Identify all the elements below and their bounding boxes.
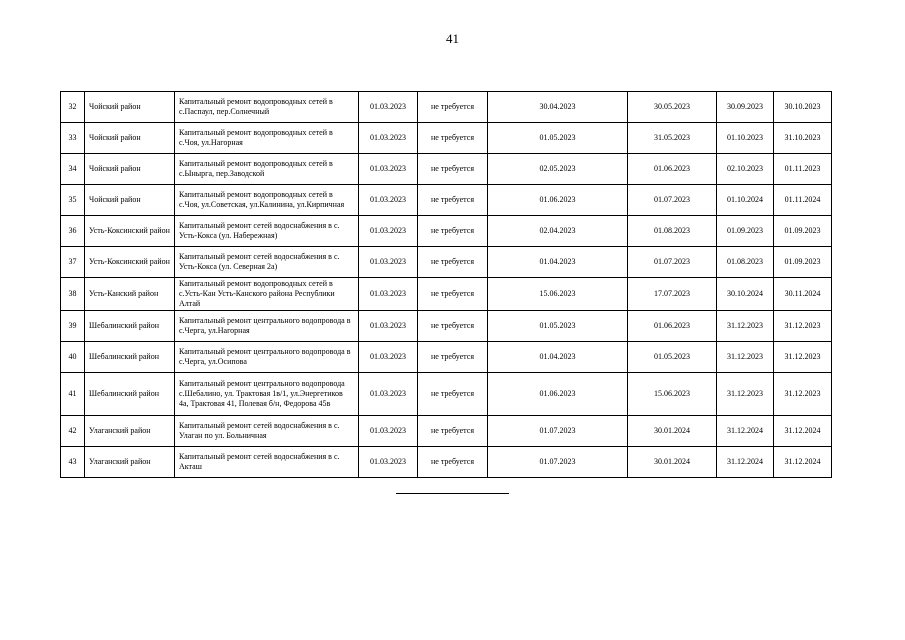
start-date-cell: 01.03.2023 bbox=[359, 278, 418, 311]
date-cell-5: 30.10.2023 bbox=[774, 92, 832, 123]
work-description-cell: Капитальный ремонт водопроводных сетей в с.Паспаул, пер.Солнечный bbox=[175, 92, 359, 123]
date-cell-4: 31.12.2023 bbox=[717, 311, 774, 342]
expertise-status-cell: не требуется bbox=[418, 278, 488, 311]
district-cell: Шебалинский район bbox=[85, 342, 175, 373]
date-cell-4: 01.09.2023 bbox=[717, 216, 774, 247]
start-date-cell: 01.03.2023 bbox=[359, 154, 418, 185]
table-body bbox=[61, 92, 832, 478]
work-description-cell: Капитальный ремонт центрального водопровода в с.Черга, ул.Осипова bbox=[175, 342, 359, 373]
work-description-cell: Капитальный ремонт сетей водоснабжения в с. Усть-Кокса (ул. Набережная) bbox=[175, 216, 359, 247]
work-description-cell: Капитальный ремонт водопроводных сетей в с.Ынырга, пер.Заводской bbox=[175, 154, 359, 185]
row-number: 35 bbox=[61, 185, 85, 216]
work-description-cell: Капитальный ремонт центрального водопровода в с.Черга, ул.Нагорная bbox=[175, 311, 359, 342]
row-number: 38 bbox=[61, 278, 85, 311]
date-cell-5: 31.10.2023 bbox=[774, 123, 832, 154]
district-cell: Улаганский район bbox=[85, 447, 175, 478]
start-date-cell: 01.03.2023 bbox=[359, 123, 418, 154]
district-cell: Улаганский район bbox=[85, 416, 175, 447]
district-cell: Усть-Канский район bbox=[85, 278, 175, 311]
table-row bbox=[61, 447, 832, 478]
start-date-cell: 01.03.2023 bbox=[359, 247, 418, 278]
schedule-table bbox=[60, 91, 832, 478]
date-cell-3: 01.08.2023 bbox=[628, 216, 717, 247]
table-row bbox=[61, 216, 832, 247]
start-date-cell: 01.03.2023 bbox=[359, 216, 418, 247]
date-cell-3: 01.06.2023 bbox=[628, 311, 717, 342]
expertise-status-cell: не требуется bbox=[418, 342, 488, 373]
date-cell-2: 01.07.2023 bbox=[488, 447, 628, 478]
work-description-cell: Капитальный ремонт водопроводных сетей в с.Чоя, ул.Советская, ул.Калинина, ул.Кирпичная bbox=[175, 185, 359, 216]
district-cell: Чойский район bbox=[85, 185, 175, 216]
date-cell-2: 02.05.2023 bbox=[488, 154, 628, 185]
table-row bbox=[61, 342, 832, 373]
date-cell-5: 31.12.2023 bbox=[774, 311, 832, 342]
date-cell-4: 30.09.2023 bbox=[717, 92, 774, 123]
row-number: 34 bbox=[61, 154, 85, 185]
table-row bbox=[61, 123, 832, 154]
work-description-cell: Капитальный ремонт сетей водоснабжения в с. Усть-Кокса (ул. Северная 2а) bbox=[175, 247, 359, 278]
date-cell-4: 01.10.2023 bbox=[717, 123, 774, 154]
date-cell-2: 01.05.2023 bbox=[488, 123, 628, 154]
date-cell-2: 01.05.2023 bbox=[488, 311, 628, 342]
date-cell-5: 30.11.2024 bbox=[774, 278, 832, 311]
table-row bbox=[61, 373, 832, 416]
date-cell-3: 30.01.2024 bbox=[628, 416, 717, 447]
date-cell-5: 31.12.2024 bbox=[774, 416, 832, 447]
row-number: 43 bbox=[61, 447, 85, 478]
row-number: 37 bbox=[61, 247, 85, 278]
date-cell-5: 01.09.2023 bbox=[774, 247, 832, 278]
district-cell: Чойский район bbox=[85, 154, 175, 185]
district-cell: Чойский район bbox=[85, 123, 175, 154]
district-cell: Чойский район bbox=[85, 92, 175, 123]
date-cell-5: 01.09.2023 bbox=[774, 216, 832, 247]
start-date-cell: 01.03.2023 bbox=[359, 311, 418, 342]
date-cell-2: 01.07.2023 bbox=[488, 416, 628, 447]
work-description-cell: Капитальный ремонт сетей водоснабжения в с. Улаган по ул. Больничная bbox=[175, 416, 359, 447]
page-number: 41 bbox=[446, 31, 459, 46]
expertise-status-cell: не требуется bbox=[418, 311, 488, 342]
expertise-status-cell: не требуется bbox=[418, 247, 488, 278]
row-number: 42 bbox=[61, 416, 85, 447]
date-cell-2: 30.04.2023 bbox=[488, 92, 628, 123]
start-date-cell: 01.03.2023 bbox=[359, 92, 418, 123]
date-cell-5: 01.11.2024 bbox=[774, 185, 832, 216]
row-number: 36 bbox=[61, 216, 85, 247]
work-description-cell: Капитальный ремонт центрального водопровода с.Шебалино, ул. Трактовая 1в/1, ул.Энергетиков 4а, Трактовая 41, Полевая б/н, Федорова 45в bbox=[175, 373, 359, 416]
start-date-cell: 01.03.2023 bbox=[359, 447, 418, 478]
table-row bbox=[61, 247, 832, 278]
row-number: 40 bbox=[61, 342, 85, 373]
work-description-cell: Капитальный ремонт водопроводных сетей в с.Усть-Кан Усть-Канского района Республики Алтай bbox=[175, 278, 359, 311]
date-cell-4: 31.12.2023 bbox=[717, 373, 774, 416]
date-cell-3: 01.05.2023 bbox=[628, 342, 717, 373]
date-cell-3: 17.07.2023 bbox=[628, 278, 717, 311]
date-cell-4: 02.10.2023 bbox=[717, 154, 774, 185]
table-row bbox=[61, 311, 832, 342]
row-number: 39 bbox=[61, 311, 85, 342]
date-cell-5: 01.11.2023 bbox=[774, 154, 832, 185]
date-cell-2: 02.04.2023 bbox=[488, 216, 628, 247]
expertise-status-cell: не требуется bbox=[418, 373, 488, 416]
table-row bbox=[61, 185, 832, 216]
expertise-status-cell: не требуется bbox=[418, 185, 488, 216]
expertise-status-cell: не требуется bbox=[418, 92, 488, 123]
date-cell-4: 31.12.2024 bbox=[717, 416, 774, 447]
date-cell-5: 31.12.2024 bbox=[774, 447, 832, 478]
start-date-cell: 01.03.2023 bbox=[359, 416, 418, 447]
start-date-cell: 01.03.2023 bbox=[359, 373, 418, 416]
date-cell-2: 01.04.2023 bbox=[488, 247, 628, 278]
row-number: 33 bbox=[61, 123, 85, 154]
expertise-status-cell: не требуется bbox=[418, 216, 488, 247]
expertise-status-cell: не требуется bbox=[418, 154, 488, 185]
date-cell-3: 01.06.2023 bbox=[628, 154, 717, 185]
date-cell-4: 01.08.2023 bbox=[717, 247, 774, 278]
date-cell-4: 01.10.2024 bbox=[717, 185, 774, 216]
date-cell-3: 01.07.2023 bbox=[628, 185, 717, 216]
date-cell-2: 01.04.2023 bbox=[488, 342, 628, 373]
start-date-cell: 01.03.2023 bbox=[359, 185, 418, 216]
district-cell: Усть-Коксинский район bbox=[85, 216, 175, 247]
table-row bbox=[61, 416, 832, 447]
expertise-status-cell: не требуется bbox=[418, 123, 488, 154]
expertise-status-cell: не требуется bbox=[418, 416, 488, 447]
work-description-cell: Капитальный ремонт водопроводных сетей в с.Чоя, ул.Нагорная bbox=[175, 123, 359, 154]
expertise-status-cell: не требуется bbox=[418, 447, 488, 478]
date-cell-5: 31.12.2023 bbox=[774, 342, 832, 373]
table-row bbox=[61, 154, 832, 185]
district-cell: Шебалинский район bbox=[85, 373, 175, 416]
start-date-cell: 01.03.2023 bbox=[359, 342, 418, 373]
table-row bbox=[61, 92, 832, 123]
date-cell-3: 30.05.2023 bbox=[628, 92, 717, 123]
end-divider bbox=[396, 493, 509, 494]
date-cell-5: 31.12.2023 bbox=[774, 373, 832, 416]
work-description-cell: Капитальный ремонт сетей водоснабжения в с. Акташ bbox=[175, 447, 359, 478]
table-row bbox=[61, 278, 832, 311]
date-cell-2: 01.06.2023 bbox=[488, 185, 628, 216]
date-cell-4: 30.10.2024 bbox=[717, 278, 774, 311]
date-cell-2: 01.06.2023 bbox=[488, 373, 628, 416]
date-cell-3: 01.07.2023 bbox=[628, 247, 717, 278]
row-number: 32 bbox=[61, 92, 85, 123]
district-cell: Шебалинский район bbox=[85, 311, 175, 342]
date-cell-4: 31.12.2023 bbox=[717, 342, 774, 373]
district-cell: Усть-Коксинский район bbox=[85, 247, 175, 278]
row-number: 41 bbox=[61, 373, 85, 416]
date-cell-3: 30.01.2024 bbox=[628, 447, 717, 478]
date-cell-3: 31.05.2023 bbox=[628, 123, 717, 154]
date-cell-2: 15.06.2023 bbox=[488, 278, 628, 311]
date-cell-3: 15.06.2023 bbox=[628, 373, 717, 416]
date-cell-4: 31.12.2024 bbox=[717, 447, 774, 478]
